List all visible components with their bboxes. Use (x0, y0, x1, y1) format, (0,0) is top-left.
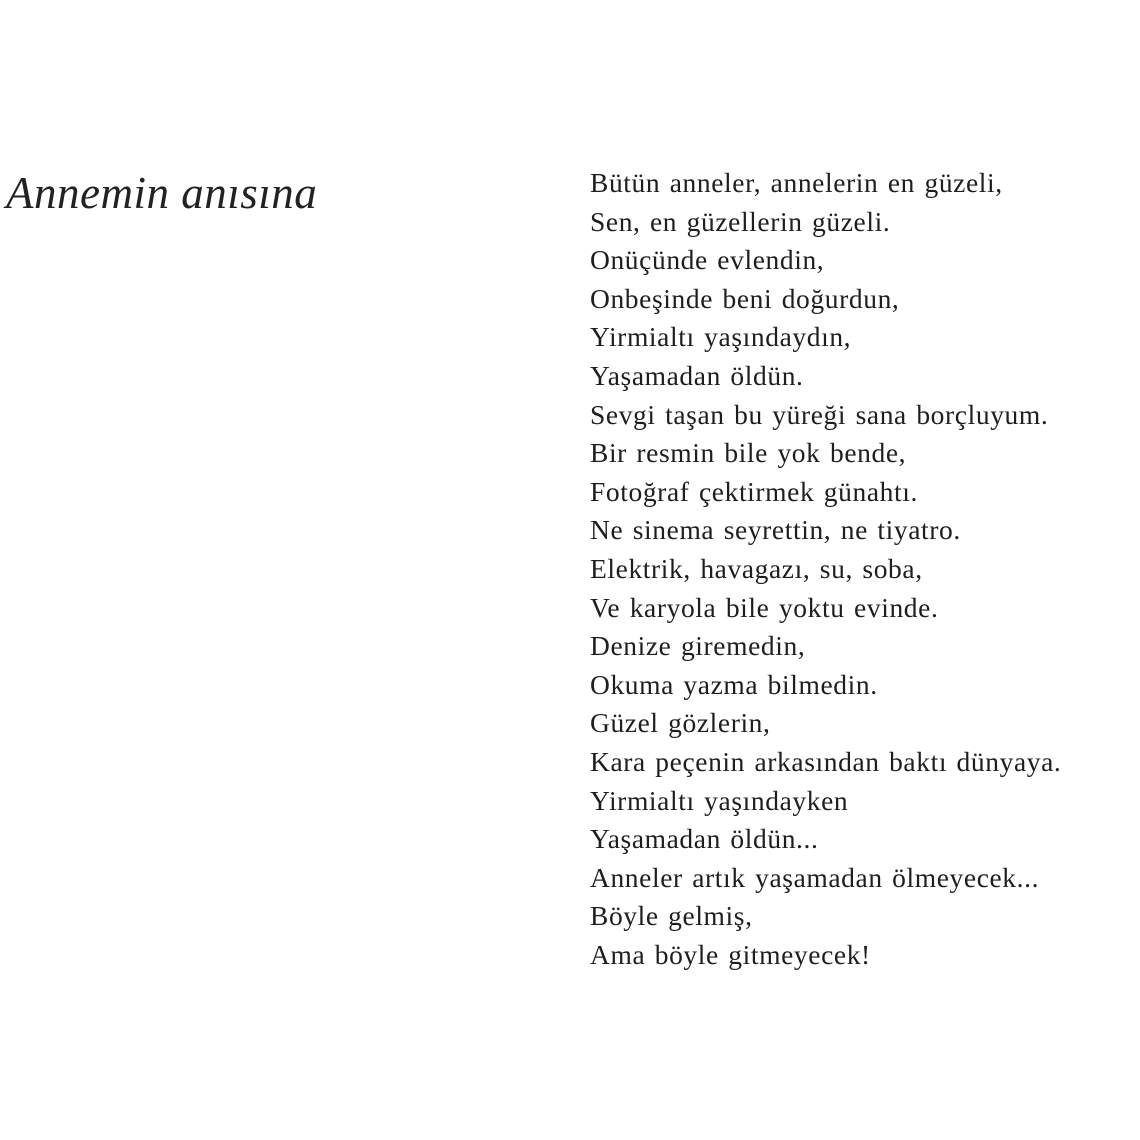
poem-line: Sen, en güzellerin güzeli. (590, 205, 891, 237)
poem-line: Fotoğraf çektirmek günahtı. (590, 475, 918, 507)
poem (590, 164, 1135, 974)
poem-line: Kara peçenin arkasından baktı dünyaya. (590, 745, 1062, 777)
poem-line: Okuma yazma bilmedin. (590, 668, 878, 700)
poem-line: Güzel gözlerin, (590, 707, 771, 739)
poem-line: Ne sinema seyrettin, ne tiyatro. (590, 514, 961, 546)
poem-line: Bütün anneler, annelerin en güzeli, (590, 167, 1003, 198)
poem-line: Yaşamadan öldün... (590, 823, 819, 855)
poem-line: Elektrik, havagazı, su, soba, (590, 552, 923, 584)
poem-line: Sevgi taşan bu yüreği sana borçluyum. (590, 398, 1049, 430)
poem-line: Anneler artık yaşamadan ölmeyecek... (590, 861, 1040, 893)
poem-line: Ama böyle gitmeyecek! (590, 938, 871, 970)
poem-line: Onüçünde evlendin, (590, 244, 825, 276)
poem-line: Yaşamadan öldün. (590, 359, 804, 391)
poem-line: Yirmialtı yaşındayken (590, 784, 849, 816)
poem-line: Bir resmin bile yok bende, (590, 437, 907, 469)
poem-line: Yirmialtı yaşındaydın, (590, 321, 852, 353)
dedication-title: Annemin anısına (6, 168, 318, 218)
poem-line: Denize giremedin, (590, 630, 806, 662)
poem-line: Ve karyola bile yoktu evinde. (590, 591, 939, 623)
poem-line: Onbeşinde beni doğurdun, (590, 282, 900, 314)
poem-line: Böyle gelmiş, (590, 900, 753, 932)
